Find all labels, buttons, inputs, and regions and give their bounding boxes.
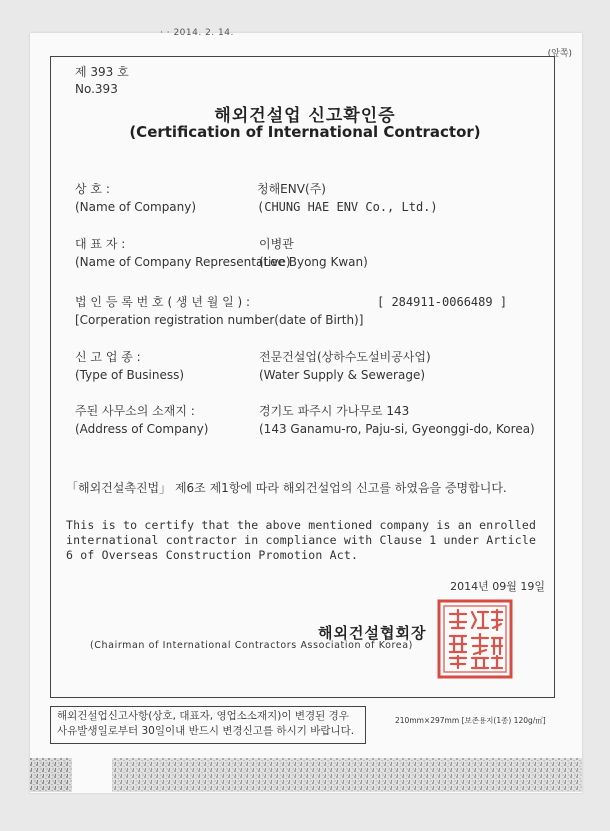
biz-value-kr: 전문건설업(상하수도설비공사업) — [259, 350, 431, 364]
company-value-en: (CHUNG HAE ENV Co., Ltd.) — [257, 200, 438, 214]
corp-number-value: [ 284911-0066489 ] — [377, 295, 508, 309]
rep-value-en: (Lee Byong Kwan) — [259, 255, 368, 269]
registration-number — [75, 64, 129, 98]
addr-label-en: (Address of Company) — [75, 422, 209, 436]
rep-value-kr: 이병관 — [259, 237, 294, 251]
addr-value-kr: 경기도 파주시 가나무로 143 — [259, 404, 410, 418]
paper-spec: 210mm×297mm [보존용지(1종) 120g/㎡] — [395, 716, 546, 725]
notice-line-1: 해외건설업신고사항(상호, 대표자, 영업소소재지)이 변경된 경우 — [57, 710, 349, 722]
business-type-label — [75, 348, 184, 384]
scan-noise-strip — [30, 758, 582, 792]
top-scrap-text: · · 2014. 2. 14. — [160, 28, 234, 38]
title-english: (Certification of International Contractor) — [129, 123, 481, 141]
rep-label-kr: 대 표 자 : — [75, 237, 126, 251]
address-label — [75, 402, 208, 438]
biz-label-en: (Type of Business) — [75, 368, 185, 382]
certification-text-en: This is to certify that the above mentioned company is an enrolled international contractor in compliance with Clause 1 under Article 6 of Overseas Construction Promotion Act. — [66, 518, 537, 562]
addr-label-kr: 주된 사무소의 소재지 : — [75, 404, 195, 418]
company-label-kr: 상 호 : — [75, 182, 110, 196]
representative-value — [259, 235, 368, 271]
chairman-title-kr: 해외건설협회장 — [318, 624, 427, 642]
company-value — [257, 180, 438, 216]
address-value — [259, 402, 535, 438]
biz-value-en: (Water Supply & Sewerage) — [259, 368, 426, 382]
company-value-kr: 청해ENV(주) — [257, 182, 326, 196]
chairman-title-en: (Chairman of International Contractors Association of Korea) — [90, 640, 413, 651]
title-korean: 해외건설업 신고확인증 — [214, 106, 396, 126]
certification-text-kr: 「해외건설촉진법」 제6조 제1항에 따라 해외건설업의 신고를 하였음을 증명합니다. — [66, 481, 507, 495]
rep-label-en: (Name of Company Representative) — [75, 255, 291, 269]
biz-label-kr: 신 고 업 종 : — [75, 350, 141, 364]
reg-no-kr: 제 393 호 — [75, 65, 129, 79]
addr-value-en: (143 Ganamu-ro, Paju-si, Gyeonggi-do, Korea) — [259, 422, 535, 436]
front-side-label: (앞쪽) — [547, 49, 572, 59]
notice-line-2: 사유발생일로부터 30일이내 반드시 변경신고를 하시기 바랍니다. — [57, 725, 355, 737]
change-notice-box — [50, 706, 366, 744]
corp-number-label-kr: 법 인 등 록 번 호 ( 생 년 월 일 ) : — [75, 295, 251, 309]
company-label-en: (Name of Company) — [75, 200, 197, 214]
issue-date: 2014년 09월 19일 — [450, 580, 545, 593]
official-seal-icon — [436, 598, 514, 680]
reg-no-en: No.393 — [75, 82, 118, 96]
company-label — [75, 180, 196, 216]
business-type-value — [259, 348, 431, 384]
corp-number-label-en: [Corperation registration number(date of Birth)] — [75, 313, 364, 327]
